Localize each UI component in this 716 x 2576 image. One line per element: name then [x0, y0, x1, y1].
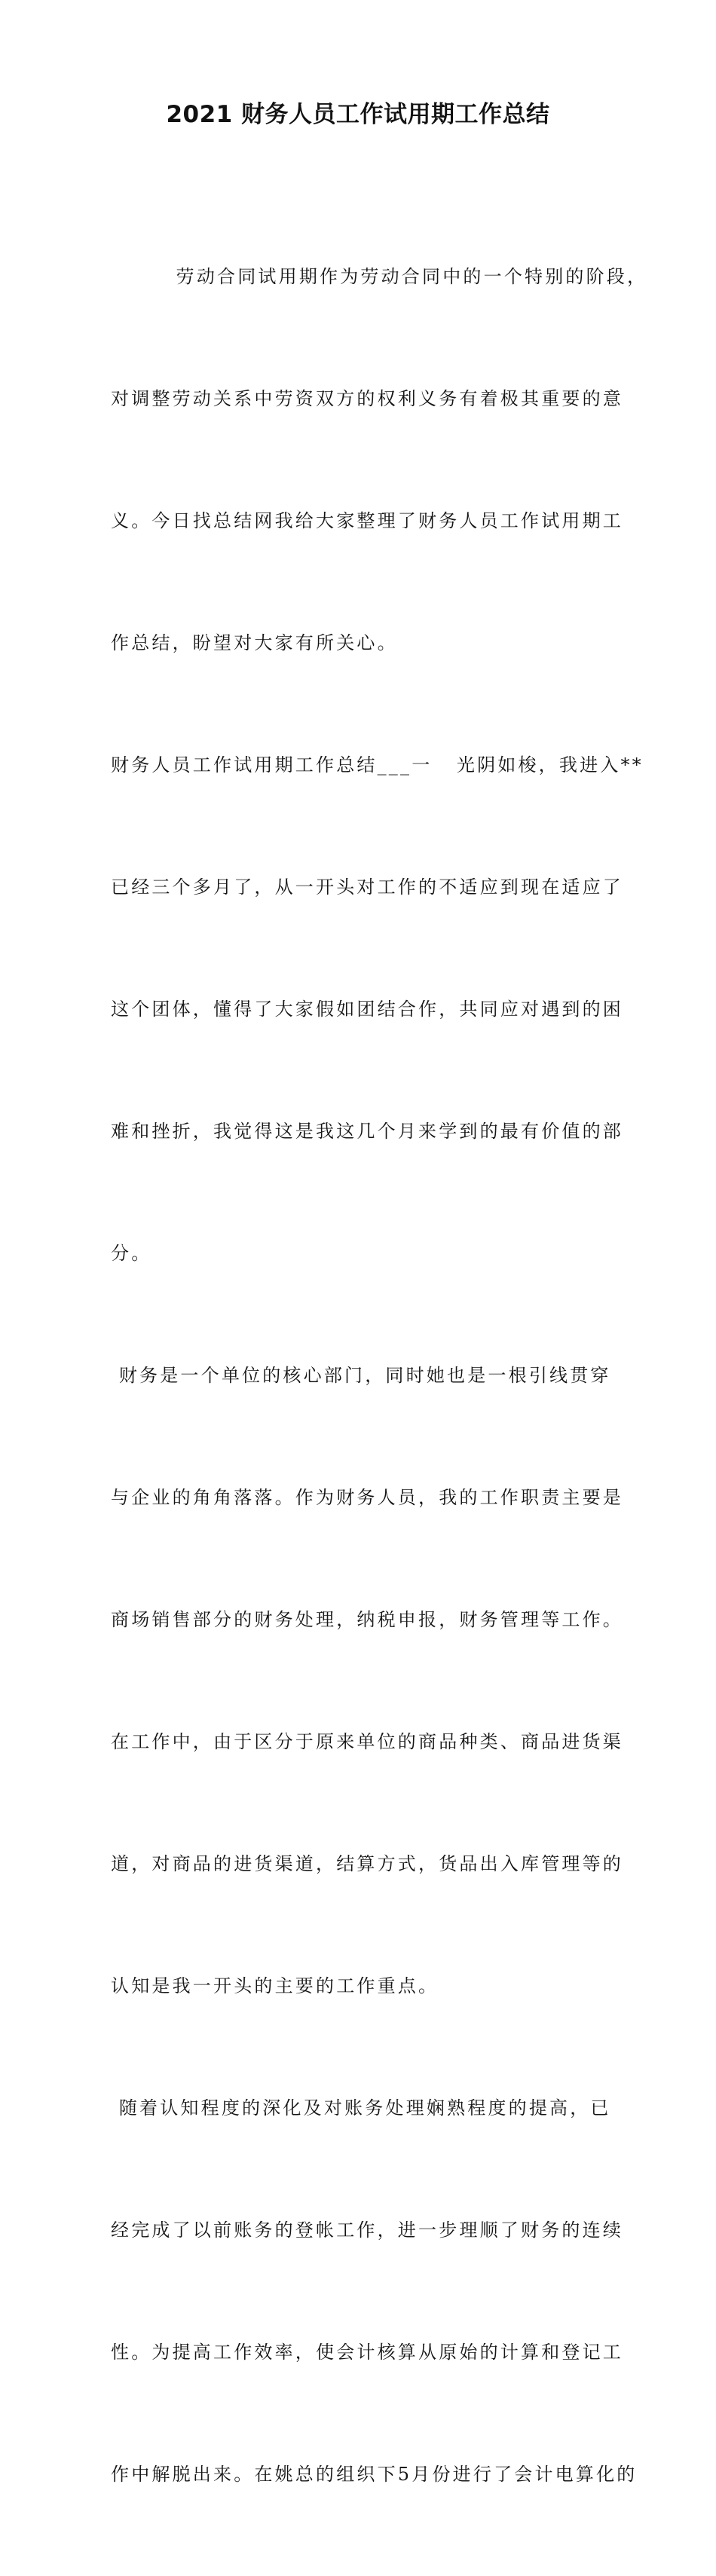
body-line: 性。为提高工作效率，使会计核算从原始的计算和登记工	[111, 2342, 623, 2363]
body-line: 义。今日找总结网我给大家整理了财务人员工作试用期工	[111, 510, 623, 531]
body-line: 财务是一个单位的核心部门，同时她也是一根引线贯穿	[111, 1365, 611, 1386]
body-line: 认知是我一开头的主要的工作重点。	[111, 1975, 439, 1996]
body-line: 作总结，盼望对大家有所关心。	[111, 632, 398, 653]
body-line: 在工作中，由于区分于原来单位的商品种类、商品进货渠	[111, 1731, 623, 1752]
body-line: 难和挫折，我觉得这是我这几个月来学到的最有价值的部	[111, 1121, 623, 1142]
body-line: 已经三个多月了，从一开头对工作的不适应到现在适应了	[111, 877, 623, 898]
body-line: 劳动合同试用期作为劳动合同中的一个特别的阶段，	[111, 266, 648, 287]
body-line: 经完成了以前账务的登帐工作，进一步理顺了财务的连续	[111, 2220, 623, 2241]
document-body	[111, 175, 648, 2576]
body-line: 随着认知程度的深化及对账务处理娴熟程度的提高，已	[111, 2097, 611, 2119]
body-line: 与企业的角角落落。作为财务人员，我的工作职责主要是	[111, 1487, 623, 1508]
body-line: 财务人员工作试用期工作总结___一 光阴如梭，我进入**	[111, 754, 644, 776]
body-line: 分。	[111, 1243, 152, 1264]
body-line: 这个团体，懂得了大家假如团结合作，共同应对遇到的困	[111, 999, 623, 1020]
body-line: 对调整劳动关系中劳资双方的权利义务有着极其重要的意	[111, 388, 623, 409]
document-title: 2021 财务人员工作试用期工作总结	[166, 101, 550, 128]
body-line: 商场销售部分的财务处理，纳税申报，财务管理等工作。	[111, 1609, 623, 1630]
body-line: 道，对商品的进货渠道，结算方式，货品出入库管理等的	[111, 1853, 623, 1874]
body-line: 作中解脱出来。在姚总的组织下5月份进行了会计电算化的	[111, 2464, 638, 2485]
